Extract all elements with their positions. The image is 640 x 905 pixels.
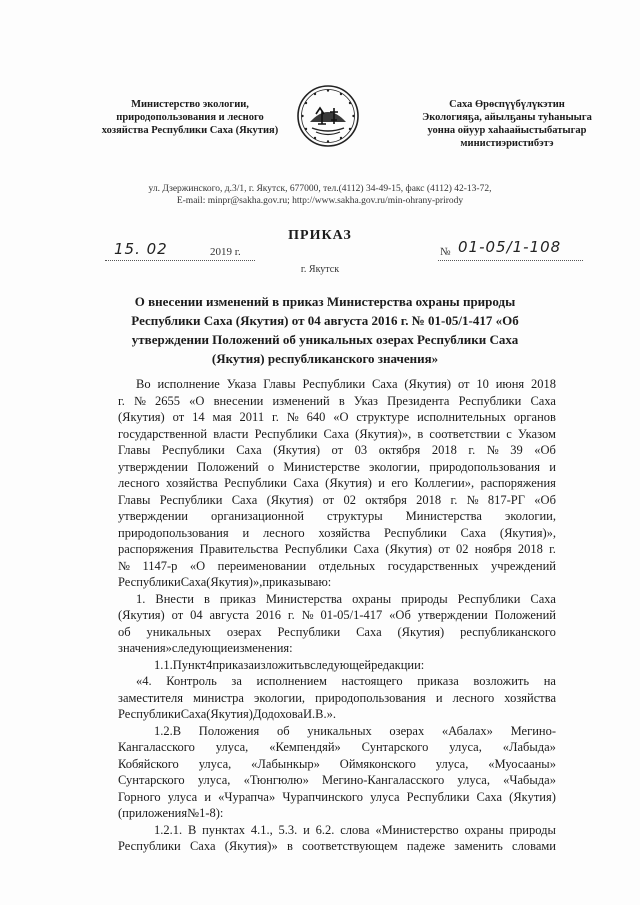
body-word: и [549,459,556,474]
body-line [118,805,556,822]
body-word: и [204,789,212,804]
body-word: Мегино-Кангаласского [322,773,445,787]
ministry-name-sakha-line: Саха Өрөспүүбүлүкэтин [449,99,565,110]
body-word: природы [401,591,448,606]
body-word: распоряжения [480,476,556,490]
body-word: слова [340,822,370,837]
body-word: Республики [159,492,223,507]
body-word: № [187,806,200,820]
body-word: (Якутия)» [224,839,278,853]
body-word: улуса, [197,773,231,787]
ministry-name-russian-line: хозяйства Республики Саха (Якутия) [101,125,279,136]
body-line [118,558,556,575]
body-word: Правительства [199,542,279,556]
body-word: соответствии [429,426,501,441]
body-word: изменений [272,393,330,408]
body-line [118,492,556,509]
body-word: Положений [197,459,259,474]
body-word: Саха [460,525,487,540]
body-word: Саха [293,476,319,490]
body-word: «Чабыда» [503,773,556,787]
body-word: о [267,459,275,474]
body-line [118,822,556,839]
body-word: Внести [155,591,194,606]
body-line [118,459,556,476]
body-word: 39 [510,443,523,457]
body-word: Республики [118,707,181,721]
body-word: природопользования [315,690,426,705]
body-word: улуса, [198,756,232,771]
body-word: Республики [406,789,470,804]
body-word: (Якутия) [118,410,165,424]
body-word: Чурапчинского [282,789,363,804]
body-word: 01-05/1-417 [320,608,383,622]
body-word: исполнение [157,377,220,391]
body-word: к [282,575,289,589]
body-word: охраны [352,591,392,606]
body-word: а [288,575,294,589]
body-word: Указом [517,426,556,441]
body-line [118,574,556,591]
body-word: 1. [136,591,146,606]
body-word: 2018 [431,443,457,457]
body-word: Республики [457,591,521,606]
body-word: от [322,492,335,507]
body-word: Саха [353,542,380,556]
body-word: утверждении [417,608,488,622]
body-word: 4.1., [250,822,273,837]
body-line [118,591,556,608]
body-word: Республики [277,624,341,639]
body-word: 4 [206,657,213,672]
body-line [118,541,556,558]
body-word: от [457,377,470,391]
body-word: Республики [118,575,181,589]
body-line [118,640,556,657]
body-word: улуса, [435,756,469,771]
body-word: переименовании [217,558,307,573]
body-word: (Якутия) [325,476,372,490]
body-word: и [242,525,250,540]
body-word: 10 [476,377,489,391]
body-word: «Об [389,608,411,622]
body-word: Оймяконского [339,756,416,771]
body-word: г. [287,608,295,622]
body-word: Республики [384,525,447,540]
ministry-name-sakha-line: министиэристибэтэ [460,138,554,149]
body-word: Саха [476,789,503,804]
body-word: в [417,426,424,441]
body-line [118,409,556,426]
body-word: «Министерство [375,822,459,837]
body-word: Республики [224,476,287,490]
body-word: Сунтарского [361,740,429,754]
body-word: уникальных [146,624,211,639]
body-word: заместителя [118,690,183,705]
ministry-name-sakha-line: Экологияҕа, айылҕаны туһаныыга [422,112,592,123]
body-word: № [286,410,299,424]
body-word: исполнительных [417,410,507,424]
body-word: Контроль [166,674,217,688]
body-word: «Тюнгюлю» [243,773,309,787]
body-word: приказа [417,674,459,688]
body-word: улуса, [449,740,482,754]
body-word: В [187,822,197,837]
body-word: экологии, [254,690,306,705]
handwritten-date: 15. 02 [114,240,168,258]
body-word: и [435,690,443,705]
number-sign: № [440,246,451,258]
body-line [118,426,556,443]
body-word: Республики [302,377,366,391]
body-word: г. [450,492,458,507]
body-word: соответствующем [302,839,398,853]
body-word: министра [193,690,244,705]
body-line [118,772,556,789]
body-word: Указ [353,393,378,408]
body-word: хозяйства [318,525,371,540]
handwritten-order-number: 01-05/1-108 [458,238,562,256]
body-word: редакции: [371,657,425,672]
body-line [118,756,556,773]
body-line [118,393,556,410]
body-word: улуса [370,789,400,804]
body-word: утверждении [118,459,188,474]
body-word: 02 [456,542,469,556]
body-word: лесного [118,476,160,490]
body-word: Мегино- [510,723,556,738]
body-word: 1-8): [199,806,224,820]
body-line [118,673,556,690]
body-word: и [378,476,385,490]
body-word: (приложения [118,806,188,820]
ministry-name-sakha-line: уонна ойуур хаһаайыстыбатыгар [427,125,587,136]
body-word: учреждений [491,558,556,573]
body-word: озерах [226,624,262,639]
body-word: Сунтарского [118,773,185,787]
contact-info [100,183,540,207]
body-word: октября [378,443,421,457]
body-word: Саха [356,624,382,639]
body-word: (Якутия) [404,377,452,391]
subject-line: Республики Саха (Якутия) от 04 августа 2016 г. № 01-05/1-417 «Об [131,313,519,328]
body-word: озерах [389,723,425,738]
body-word: внесении [213,393,264,408]
body-word: Главы [118,443,151,457]
body-word: исполнением [256,674,327,688]
body-word: Саха [323,426,349,441]
body-word: 02 [343,492,356,507]
body-word: августа [209,608,250,622]
body-line [118,442,556,459]
body-word: уникальных [307,723,372,738]
body-word: Республики [284,542,348,556]
body-word: мая [212,410,232,424]
body-word: Главы [263,377,296,391]
body-word: в [338,393,345,408]
body-word: Республики [161,443,225,457]
subject-line: утверждении Положений об уникальных озерах Республики Саха [131,332,519,347]
body-word: ю: [318,575,332,589]
body-word: 04 [190,608,203,622]
ministry-name-russian-line: Министерство экологии, [131,99,249,110]
body-word: Саха [530,393,556,408]
body-word: Президента [387,393,450,408]
body-word: а [312,575,319,589]
body-word: заменить [454,839,503,853]
body-word: 14 [192,410,205,424]
body-word: в [203,591,210,606]
body-word: и [275,575,282,589]
body-word: И.В.». [303,707,336,721]
order-body-text [118,376,556,855]
body-word: «4. [136,674,152,688]
body-word: 640 [306,410,326,424]
body-word: (Якутия) [266,492,314,507]
body-word: (Якутия)», [499,525,556,540]
body-word: изложить [253,657,305,672]
city-label: г. Якутск [300,264,340,275]
body-word: п [262,575,270,589]
body-word: «О [189,558,206,573]
body-word: № [486,443,499,457]
body-word: его [391,476,408,490]
body-word: органов [513,410,556,424]
body-word: Республики [254,426,318,441]
body-word: Указа [226,377,257,391]
contact-email-web: E-mail: minpr@sakha.gov.ru; http://www.sakha.gov.ru/min-ohrany-prirody [176,196,464,206]
body-word: Министерства [265,591,343,606]
body-word: ы [298,575,307,589]
body-word: № [118,558,130,573]
body-word: Саха [189,839,216,853]
body-word: на [543,674,556,688]
body-word: 817-РГ [487,492,525,507]
body-word: с [506,426,512,441]
body-word: 1.2.1. [154,822,183,837]
body-line [118,376,556,393]
body-word: р [269,575,276,589]
body-word: (Якутия)», [206,575,263,589]
body-word: об [118,624,131,639]
body-word: Коллегии», [414,476,475,490]
body-word: г. [271,410,279,424]
body-word: улуса, [215,740,249,754]
body-word: Положений [494,608,556,622]
body-line [118,508,556,525]
body-word: настоящего [341,674,403,688]
body-word: лесного [262,525,305,540]
body-word: «Лабыда» [502,740,556,754]
contact-address: ул. Дзержинского, д.3/1, г. Якутск, 677000, тел.(4112) 34-49-15, факс (4112) 42-13-72, [148,184,492,194]
ministry-name-russian [90,98,290,137]
body-word: Саха [180,575,207,589]
body-word: природы [509,822,556,837]
body-word: улуса, [457,773,490,787]
body-word: Кобяйского [118,756,179,771]
body-word: (Якутия) [273,443,320,457]
body-word: Саха [236,443,262,457]
body-word: 1.2.В [154,723,182,738]
body-word: Горного [118,789,161,804]
subject-line: О внесении изменений в приказ Министерства охраны природы [134,294,516,309]
body-word: 2655 [155,393,181,408]
body-word: отдельных [318,558,376,573]
body-word: 2018 [531,377,556,391]
body-word: 2018 [416,492,442,507]
body-word: «О [189,393,205,408]
body-word: № [466,492,479,507]
printed-year: 2019 г. [210,246,241,258]
body-word: «Об [534,492,556,507]
body-line [118,657,556,674]
body-word: «О [333,410,349,424]
body-word: и [303,822,310,837]
body-line [118,690,556,707]
body-word: лесного [452,690,495,705]
body-word: структуры [327,509,383,523]
body-word: «Муосааны» [488,756,556,771]
body-word: «Чурапча» [218,789,276,804]
body-word: «Кемпендяй» [269,740,341,754]
body-word: словами [512,839,556,853]
body-line [118,525,556,542]
body-word: в [286,839,293,853]
body-word: за [231,674,242,688]
body-word: природопользования [429,459,540,474]
body-word: структуре [356,410,410,424]
body-line [118,838,556,855]
order-subject [110,292,540,368]
body-word: (Якутия) [118,608,165,622]
body-word: Республики [458,393,522,408]
body-word: Республики [118,839,181,853]
coat-of-arms-emblem [296,84,360,148]
body-word: Во [136,377,151,391]
body-word: от [331,443,344,457]
body-word: природопользования [118,525,229,540]
body-word: охраны [464,822,504,837]
body-word: г. [468,443,476,457]
body-word: Министерстве [283,459,360,474]
body-word: приказ [219,591,256,606]
body-word: (Якутия) [509,789,556,804]
body-word: № [133,393,146,408]
body-line [118,739,556,756]
body-word: № [301,608,314,622]
body-line [118,723,556,740]
body-word: г. [549,542,556,556]
body-word: г. [118,393,125,408]
body-word: улуса [167,789,198,804]
body-word: октября [365,492,407,507]
body-word: значения» [118,641,172,655]
body-line [118,706,556,723]
body-word: июня [495,377,525,391]
body-word: от [172,410,185,424]
body-word: Главы [118,492,151,507]
body-word: от [438,542,450,556]
body-word: экологии, [504,509,556,523]
body-word: 03 [354,443,368,457]
body-line [118,607,556,624]
body-word: государственных [387,558,479,573]
body-word: в [304,657,311,672]
body-word: хозяйства [166,476,218,490]
body-word: 2011 [239,410,265,424]
body-word: Саха [372,377,398,391]
body-word: Додохова [252,707,303,721]
body-word: организационной [210,509,304,523]
body-word: 1.1.Пункт [154,657,207,672]
body-word: Саха [180,707,207,721]
body-word: «Об [534,443,556,457]
ministry-name-russian-line: природопользования и лесного [116,112,264,123]
body-word: изменения: [232,641,293,655]
body-word: з [293,575,299,589]
body-word: «Лабынкыр» [251,756,320,771]
body-word: приказа [212,657,254,672]
body-word: (Якутия) [397,624,445,639]
body-word: (Якутия) [206,707,253,721]
body-word: 2018 [517,542,543,556]
body-word: 6.2. [315,822,335,837]
body-word: Кангаласского [118,740,195,754]
body-word: Саха [231,492,258,507]
body-word: следующие [171,641,233,655]
body-word: в [307,575,313,589]
document-title: ПРИКАЗ [288,228,352,243]
body-word: 5.3. [278,822,298,837]
body-word: пунктах [202,822,246,837]
body-word: возложить [473,674,530,688]
body-word: хозяйства [504,690,556,705]
body-word: следующей [310,657,372,672]
body-word: распоряжения [118,542,194,556]
body-word: падеже [406,839,446,853]
body-word: от [171,608,184,622]
body-line [118,789,556,806]
body-word: утверждении [118,509,188,523]
body-word: Положения [198,723,260,738]
body-word: Саха [530,591,556,606]
ministry-name-sakha [402,98,612,150]
body-word: «Абалах» [441,723,493,738]
body-word: экологии, [369,459,421,474]
body-word: об [276,723,290,738]
body-word: государственной [118,426,208,441]
body-line [118,475,556,492]
subject-line: (Якутия) республиканского значения» [211,351,439,366]
body-word: власти [213,426,249,441]
body-word: 2016 [255,608,281,622]
body-word: (Якутия) [385,542,433,556]
body-word: 1147-р [142,558,178,573]
body-word: республиканского [460,624,556,639]
body-word: Министерства [405,509,482,523]
body-line [118,624,556,641]
body-word: ноября [474,542,512,556]
body-word: (Якутия)», [355,426,412,441]
